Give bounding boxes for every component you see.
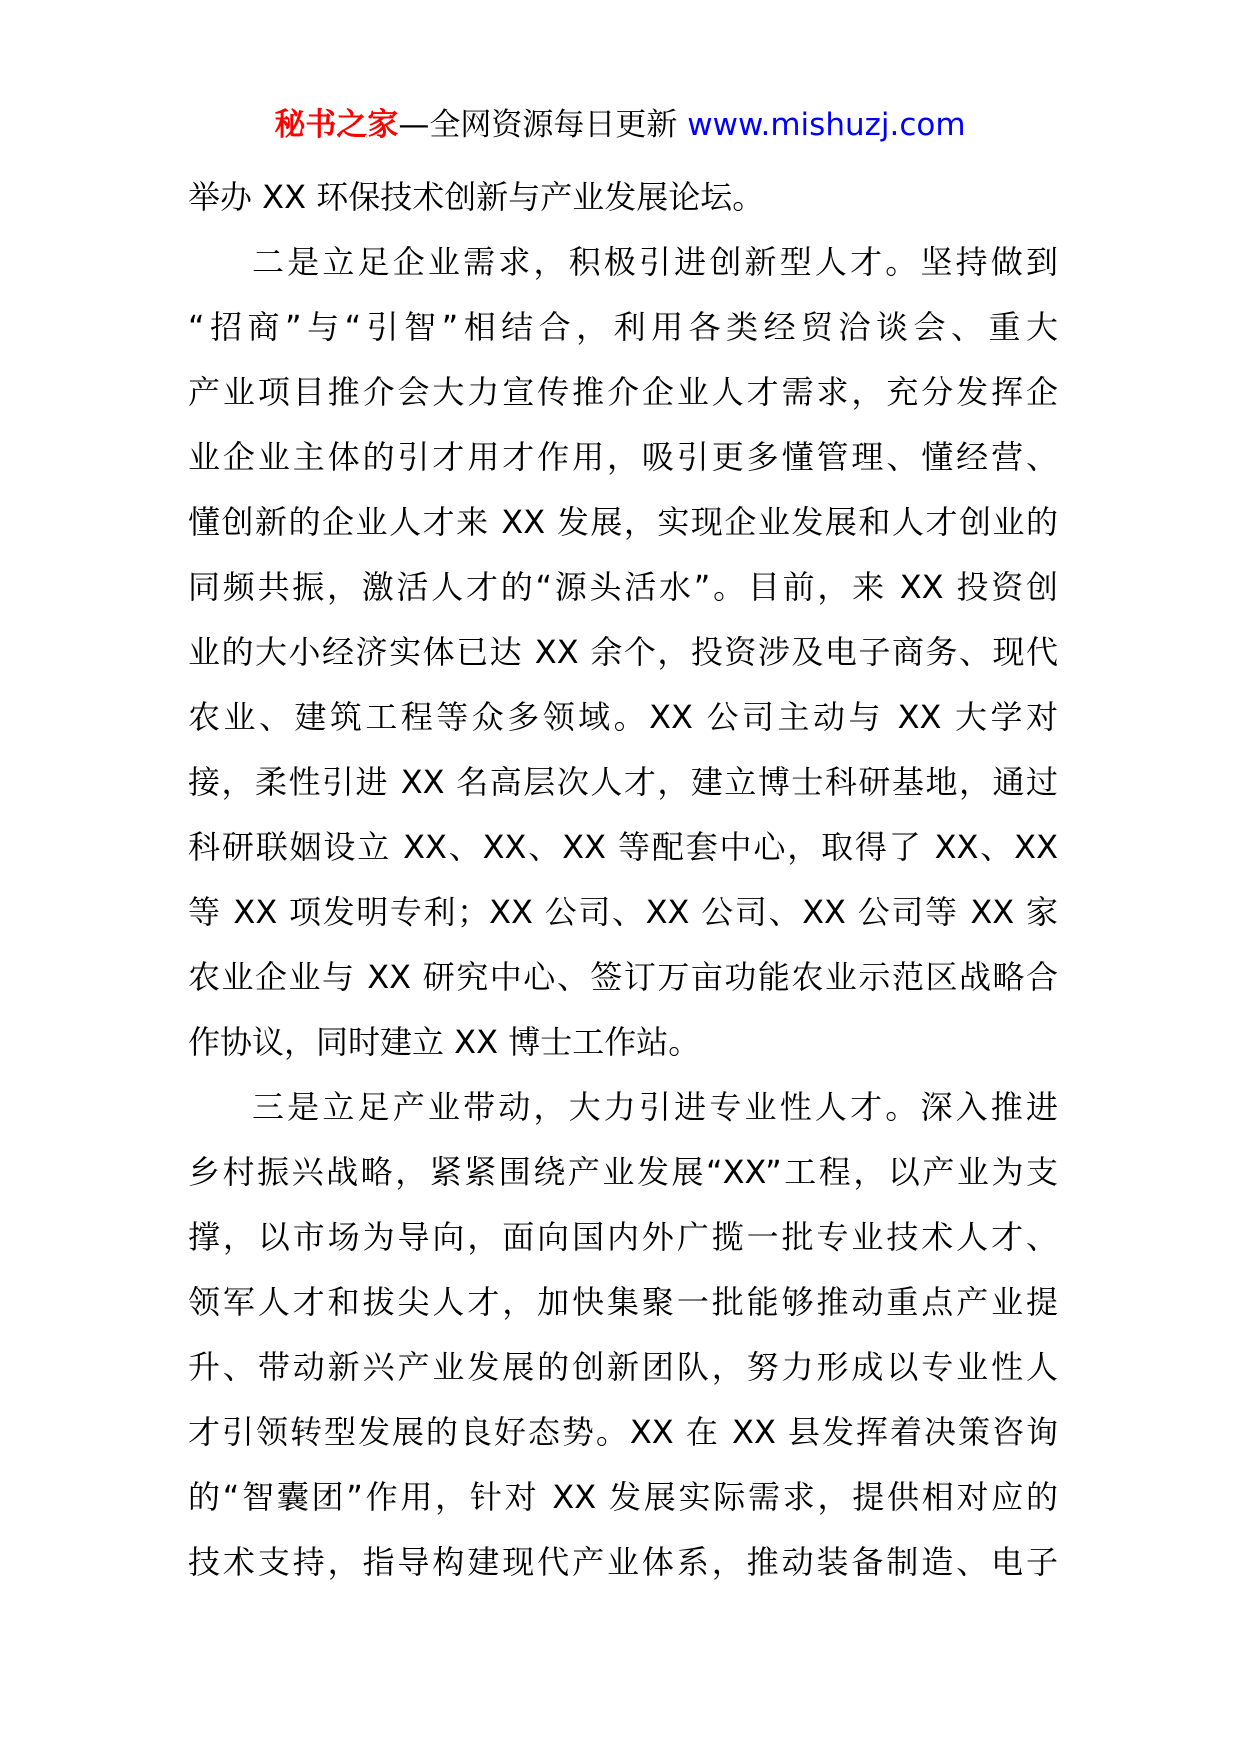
header-brand: 秘书之家	[274, 107, 399, 143]
paragraph-line-7: 同频共振，激活人才的“源头活水”。目前，来 XX 投资创	[188, 568, 1058, 606]
paragraph-line-1: 举办 XX 环保技术创新与产业发展论坛。	[188, 178, 765, 216]
paragraph-line-8: 业的大小经济实体已达 XX 余个，投资涉及电子商务、现代	[188, 633, 1058, 671]
paragraph-line-20: 才引领转型发展的良好态势。XX 在 XX 县发挥着决策咨询	[188, 1413, 1058, 1451]
paragraph-line-15: 三是立足产业带动，大力引进专业性人才。深入推进	[252, 1088, 1058, 1126]
paragraph-line-5: 业企业主体的引才用才作用，吸引更多懂管理、懂经营、	[188, 438, 1058, 476]
paragraph-line-19: 升、带动新兴产业发展的创新团队，努力形成以专业性人	[188, 1348, 1058, 1386]
paragraph-line-14: 作协议，同时建立 XX 博士工作站。	[188, 1023, 701, 1061]
paragraph-line-18: 领军人才和拔尖人才，加快集聚一批能够推动重点产业提	[188, 1283, 1058, 1321]
paragraph-line-3: “招商”与“引智”相结合，利用各类经贸洽谈会、重大	[188, 308, 1058, 346]
paragraph-line-12: 等 XX 项发明专利；XX 公司、XX 公司、XX 公司等 XX 家	[188, 893, 1058, 931]
paragraph-line-2: 二是立足企业需求，积极引进创新型人才。坚持做到	[252, 243, 1058, 281]
paragraph-line-10: 接，柔性引进 XX 名高层次人才，建立博士科研基地，通过	[188, 763, 1058, 801]
paragraph-line-21: 的“智囊团”作用，针对 XX 发展实际需求，提供相对应的	[188, 1478, 1058, 1516]
paragraph-line-11: 科研联姻设立 XX、XX、XX 等配套中心，取得了 XX、XX	[188, 828, 1058, 866]
header-url-link[interactable]: www.mishuzj.com	[687, 107, 966, 143]
paragraph-line-17: 撑，以市场为导向，面向国内外广揽一批专业技术人才、	[188, 1218, 1058, 1256]
paragraph-line-9: 农业、建筑工程等众多领域。XX 公司主动与 XX 大学对	[188, 698, 1058, 736]
paragraph-line-22: 技术支持，指导构建现代产业体系，推动装备制造、电子	[188, 1543, 1058, 1581]
document-body	[188, 165, 1058, 1595]
page-header	[0, 100, 1240, 150]
paragraph-line-6: 懂创新的企业人才来 XX 发展，实现企业发展和人才创业的	[188, 503, 1058, 541]
paragraph-line-4: 产业项目推介会大力宣传推介企业人才需求，充分发挥企	[188, 373, 1058, 411]
header-tagline: —全网资源每日更新	[398, 107, 678, 143]
paragraph-line-16: 乡村振兴战略，紧紧围绕产业发展“XX”工程，以产业为支	[188, 1153, 1058, 1191]
paragraph-line-13: 农业企业与 XX 研究中心、签订万亩功能农业示范区战略合	[188, 958, 1058, 996]
